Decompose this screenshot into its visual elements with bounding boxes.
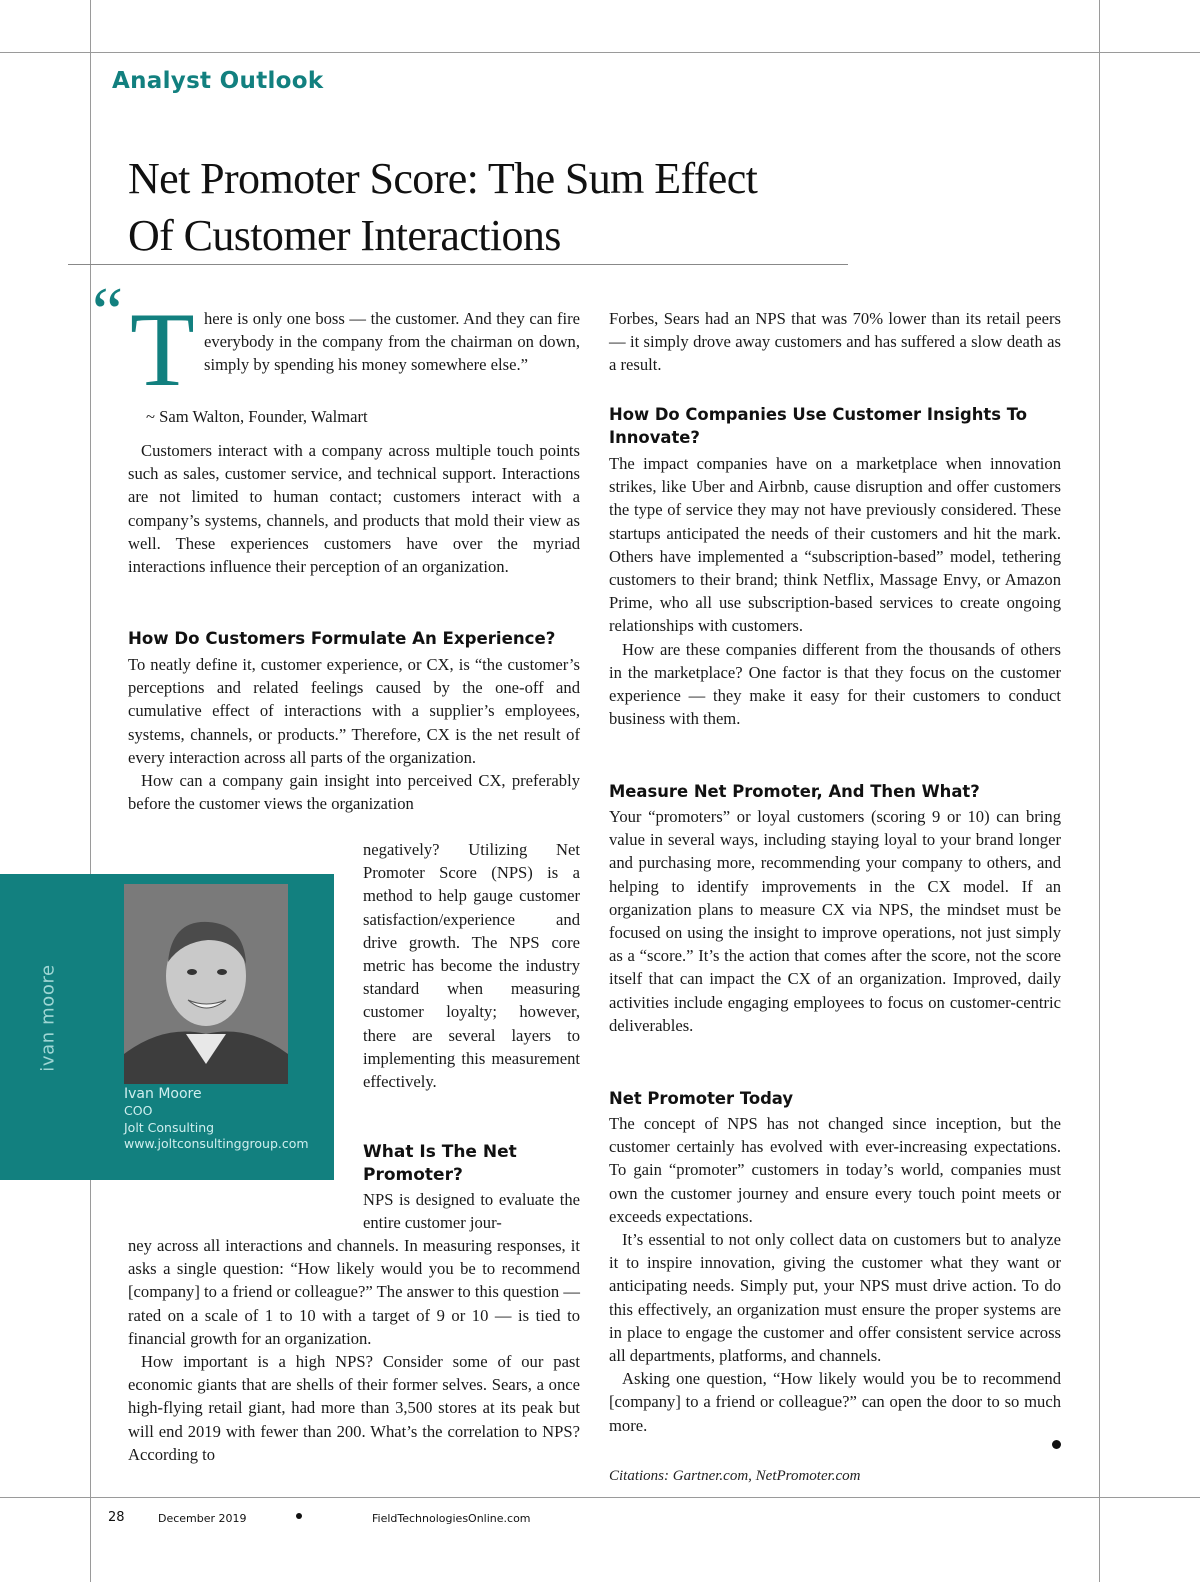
section-body-what-is-start (363, 1188, 580, 1234)
paragraph: How important is a high NPS? Consider some of our past economic giants that are shells of their former selves. Sears, a once high-flying retail giant, had more than 3,500 stores at its peak but will end 2019 with fewer than 200. What’s the correlation to NPS? According to (128, 1352, 580, 1464)
publication-website[interactable]: FieldTechnologiesOnline.com (372, 1512, 531, 1525)
section-heading-experience (128, 628, 588, 651)
drop-cap: T (130, 291, 195, 408)
section-heading-what-is (363, 1141, 563, 1187)
author-title: COO (124, 1103, 153, 1118)
issue-date: December 2019 (158, 1512, 247, 1525)
page-number: 28 (108, 1510, 125, 1525)
section-body-measure (609, 805, 1061, 1037)
author-info (124, 1086, 309, 1153)
headline-line-2: Of Customer Interactions (128, 211, 561, 260)
heading-today: Net Promoter Today (609, 1089, 794, 1108)
crop-line-bottom (0, 1497, 1200, 1498)
paragraph: ney across all interactions and channels. In measuring responses, it asks a single question: “How likely would you be to recommend [company] to a friend or colleague?” The answer to this question — rated on a scale of 1 to 10 with a target of 9 or 10 — is tied to financial growth for an organization. (128, 1236, 580, 1348)
intro-text: Customers interact with a company across multiple touch points such as sales, customer service, and technical support. Interactions are not limited to human contact; customers interact with a company’s systems, channels, and products that mold their view as well. These experiences customers have over the myriad interactions influence their perception of an organization. (128, 441, 580, 577)
section-body-today (609, 1112, 1061, 1437)
section-heading-measure (609, 781, 1061, 804)
headline-line-1: Net Promoter Score: The Sum Effect (128, 154, 758, 203)
author-company: Jolt Consulting (124, 1119, 215, 1135)
paragraph: The concept of NPS has not changed since inception, but the customer certainly has evolved with ever-increasing expectations. To gain “promoter” customers in today’s world, companies must own the customer journey and ensure every touch point meets or exceeds expectations. (609, 1114, 1061, 1226)
section-label: Analyst Outlook (112, 68, 324, 94)
author-photo (124, 884, 288, 1084)
crop-line-right (1099, 0, 1100, 1582)
section-heading-innovate (609, 404, 1061, 449)
paragraph: negatively? Utilizing Net Promoter Score (NPS) is a method to help gauge customer satisfaction/experience and drive growth. The NPS core metric has become the industry standard when measuring customer loyalty; however, there are several layers to implementing this measurement effectively. (363, 840, 580, 1092)
author-website[interactable]: www.joltconsultinggroup.com (124, 1136, 309, 1151)
paragraph: Forbes, Sears had an NPS that was 70% lower than its retail peers — it simply drove away customers and has suffered a slow death as a result. (609, 309, 1061, 375)
paragraph: How are these companies different from the thousands of others in the marketplace? One factor is that they focus on the customer experience — they make it easy for their customers to conduct business with them. (609, 639, 1061, 729)
author-vertical-name: ivan moore (37, 964, 59, 1072)
paragraph: To neatly define it, customer experience, or CX, is “the customer’s perceptions and related feelings caused by the one-off and cumulative effect of interactions with a supplier’s employees, systems, channels, or products.” Therefore, CX is the net result of every interaction across all parts of the organization. (128, 655, 580, 767)
opening-quote-text: here is only one boss — the customer. And they can fire everybody in the company from the chairman on down, simply by spending his money somewhere else.” (204, 309, 580, 375)
section-heading-today (609, 1088, 1061, 1111)
crop-line-top (0, 52, 1200, 53)
section-body-experience (128, 653, 580, 815)
right-column-continuation (609, 307, 1061, 377)
article-headline (128, 150, 888, 264)
heading-what-is: What Is The Net Promoter? (363, 1142, 517, 1185)
heading-innovate: How Do Companies Use Customer Insights To Innovate? (609, 405, 1027, 447)
author-name: Ivan Moore (124, 1086, 202, 1102)
section-body-innovate (609, 452, 1061, 730)
paragraph: It’s essential to not only collect data on customers but to analyze it to inspire innovation, giving the customer what they want or anticipating needs. Simply put, your NPS must drive action. To do this effectively, an organization must ensure the proper systems are in place to engage the customer and offer consistent service across all departments, platforms, and channels. (609, 1230, 1061, 1366)
paragraph: How can a company gain insight into perceived CX, preferably before the customer views the organization (128, 771, 580, 814)
quote-attribution: ~ Sam Walton, Founder, Walmart (146, 407, 368, 426)
author-portrait-image (124, 884, 288, 1084)
opening-quote (204, 307, 580, 377)
crop-line-left (90, 0, 91, 1582)
quote-mark: “ (92, 274, 124, 351)
paragraph: The impact companies have on a marketplace when innovation strikes, like Uber and Airbnb, cause disruption and offer customers the type of service they may not have previously considered. These startups anticipated the needs of their customers and hit the mark. Others have implemented a “subscription-based” model, tethering customers to their brand; think Netflix, Massage Envy, or Amazon Prime, who all use subscription-based services to create ongoing relationships with customers. (609, 454, 1061, 636)
paragraph: Your “promoters” or loyal customers (scoring 9 or 10) can bring value in several ways, including staying loyal to your brand longer and purchasing more, recommending your company to others, and helping to identify improvements in the CX model. If an organization plans to measure CX via NPS, the mindset must be focused on using the insight to improve operations, not just simply as a “score.” It’s the action that comes after the score, not the score itself that can impact the CX of an organization. Improved, daily activities include engaging employees to focus on customer-centric deliverables. (609, 807, 1061, 1035)
section-body-what-is (128, 1234, 580, 1466)
citations: Citations: Gartner.com, NetPromoter.com (609, 1468, 861, 1484)
paragraph: NPS is designed to evaluate the entire customer jour- (363, 1190, 580, 1233)
end-of-article-bullet (1052, 1440, 1061, 1449)
heading-experience: How Do Customers Formulate An Experience? (128, 629, 556, 648)
heading-measure: Measure Net Promoter, And Then What? (609, 782, 980, 801)
headline-rule (68, 264, 848, 265)
folio-bullet (296, 1513, 302, 1519)
wrapped-text-nps (363, 838, 580, 1093)
intro-paragraph (128, 439, 580, 578)
paragraph: Asking one question, “How likely would you be to recommend [company] to a friend or colleague?” can open the door to so much more. (609, 1369, 1061, 1435)
